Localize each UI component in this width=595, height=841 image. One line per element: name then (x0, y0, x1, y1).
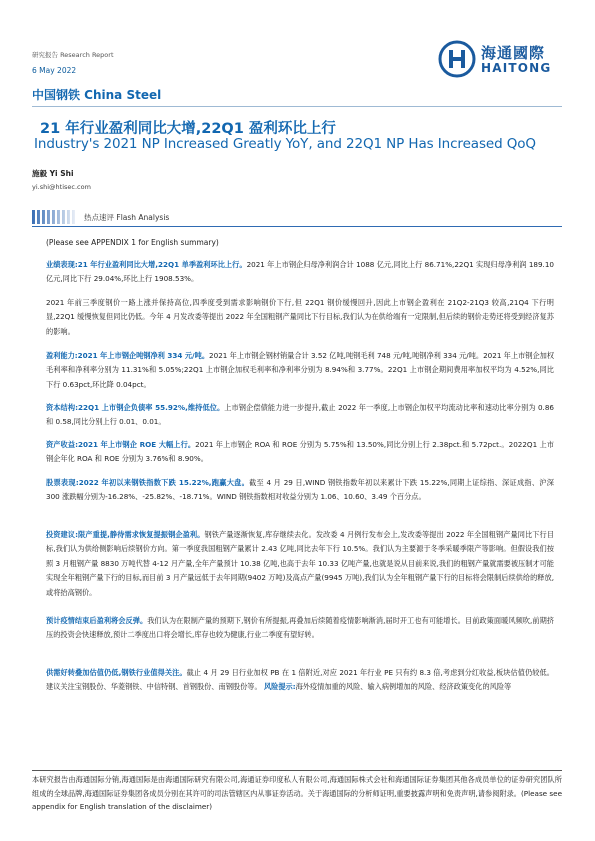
paragraph-body: 我们认为在限制产量的预期下,钢价有所提振,再叠加后续随着疫情影响渐消,届时开工也有可能增长。目前政策面暖风频吹,前期挤压的投资会快速释放,预计二季度出口将会增长,库存也较为健康,行业二季度有望好转。 (46, 616, 554, 640)
footer-divider (32, 770, 562, 771)
paragraph-heading: 投资建议:限产重提,静待需求恢复提振钢企盈利。 (46, 530, 205, 539)
paragraph-stock-performance (46, 476, 554, 505)
paragraph-valuation (46, 666, 554, 695)
report-title-cn: 21 年行业盈利同比大增,22Q1 盈利环比上行 (40, 121, 336, 137)
appendix-note: (Please see APPENDIX 1 for English summary) (46, 238, 219, 247)
paragraph-capital-structure (46, 401, 554, 430)
paragraph-body: 2021 年上市钢企钢材销量合计 3.52 亿吨,吨钢毛利 748 元/吨,吨钢净利 334 元/吨。2021 年上市钢企加权毛利率和净利率分别为 11.31%和 5.05%;22Q1 上市钢企加权毛利率和净利率分别为 8.94%和 3.77%。22Q1 上市钢企期间费用率加权平均为 4.52%,同比下行 0.63pct,环比降 0.04pct。 (46, 351, 555, 389)
flash-analysis-bar (32, 207, 562, 227)
logo-text-en: HAITONG (481, 61, 552, 75)
sector-label: 中国钢铁 China Steel (32, 88, 162, 102)
paragraph-heading: 资本结构:22Q1 上市钢企负债率 55.92%,维持低位。 (46, 403, 225, 412)
report-type-label: 研究报告 Research Report (32, 51, 114, 59)
paragraph-body: 钢铁产量逐渐恢复,库存继续去化。发改委 4 月例行发布会上,发改委等提出 2022 年全国粗钢产量同比下行目标,我们认为供给侧影响后续钢价方向。第一季度我国粗钢产量累计 2.43 亿吨,同比去年下行 10.5%。我们认为主要源于冬季采暖季限产等影响。但假设我们按照 3 月粗钢产量 8830 万吨代替 4-12 月产量,全年产量预计 10.38 亿吨,也高于去年 10.33 亿吨产量,也就是说从目前来说,我们的粗钢产量就需要被压制才可能实现全年粗钢产量下行的目标,而目前 3 月产量远低于去年同期(9402 万吨)及高点产量(9945 万吨),我们认为全年粗钢产量下行的目标将会限制后续供给的释放,或将抬高钢价。 (46, 530, 555, 597)
paragraph-body: 2021 年前三季度钢价一路上涨并保持高位,四季度受到需求影响钢价下行,但 22Q1 钢价缓慢回升,因此上市钢企盈利在 21Q2-21Q3 较高,21Q4 下行明显,22Q1 缓慢恢复但同比仍低。今年 4 月发改委等提出 2022 年全国粗钢产量同比下行目标,我们认为在供给端有一定限制,但后续的钢价走势还将受到经济复苏的影响。 (46, 298, 554, 336)
author-email[interactable]: yi.shi@htisec.com (32, 183, 91, 191)
flash-analysis-label: 热点速评 Flash Analysis (84, 213, 170, 222)
paragraph-heading: 供需好转叠加估值仍低,钢铁行业值得关注。 (46, 668, 187, 677)
paragraph-heading: 预计疫情结束后盈利将会反弹。 (46, 616, 148, 625)
paragraph-body: 上市钢企偿债能力进一步提升,截止 2022 年一季度,上市钢企加权平均流动比率和速动比率分别为 0.86 和 0.58,同比分别上行 0.01、0.01。 (46, 403, 554, 427)
logo-text-cn: 海通國際 (481, 44, 546, 62)
striped-bar-fade (32, 210, 76, 224)
paragraph-body: 截止 4 月 29 日行业加权 PB 在 1 倍附近,对应 2021 年行业 PE 只有约 8.3 倍,考虑到分红收益,板块估值仍较低。建议关注宝钢股份、华菱钢铁、中信特钢、首钢股份、南钢股份等。 (46, 668, 554, 692)
paragraph-heading: 资产收益:2021 年上市钢企 ROE 大幅上行。 (46, 440, 196, 449)
report-title-en: Industry's 2021 NP Increased Greatly YoY, and 22Q1 NP Has Increased QoQ (34, 136, 536, 152)
paragraph-rebound (46, 614, 554, 643)
paragraph-body: 2021 年上市钢企 ROA 和 ROE 分别为 5.75%和 13.50%,同比分别上行 2.38pct.和 5.72pct.。2022Q1 上市钢企年化 ROA 和 ROE 分别为 3.76%和 8.90%。 (46, 440, 554, 464)
risk-body: 海外疫情加重的风险、输入病例增加的风险、经济政策变化的风险等 (295, 682, 512, 692)
paragraph-heading: 盈利能力:2021 年上市钢企吨钢净利 334 元/吨。 (46, 351, 210, 360)
paragraph-performance (46, 258, 554, 287)
paragraph-returns (46, 438, 554, 467)
paragraph-heading: 股票表现:2022 年初以来钢铁指数下跌 15.22%,跑赢大盘。 (46, 478, 250, 487)
paragraph-profitability (46, 349, 554, 392)
haitong-logo (438, 40, 568, 78)
footer-disclaimer: 本研究报告由海通国际分销,海通国际是由海通国际研究有限公司,海通证券印度私人有限公司,海通国际株式会社和海通国际证券集团其他各成员单位的证券研究团队所组成的全球品牌,海通国际证券集团各成员分别在其许可的司法管辖区内从事证券活动。关于海通国际的分析师证明,重要披露声明和免责声明,请参阅附录。(Please see appendix for English translation of the disclaimer) (32, 775, 562, 811)
risk-heading: 风险提示: (263, 682, 296, 692)
report-date: 6 May 2022 (32, 66, 77, 75)
paragraph-body: 截至 4 月 29 日,WIND 钢铁指数年初以来累计下跌 15.22%,同期上证综指、深证成指、沪深 300 涨跌幅分别为-16.28%、-25.82%、-18.71%。WIND 钢铁指数相对收益分别为 1.06、10.60、3.49 个百分点。 (46, 478, 554, 502)
header-divider (32, 106, 562, 107)
haitong-logo-icon (438, 40, 476, 78)
paragraph-body: 2021 年上市钢企归母净利润合计 1088 亿元,同比上行 86.71%,22Q1 实现归母净利润 189.10 亿元,同比下行 29.04%,环比上行 1908.53%。 (46, 260, 554, 284)
paragraph-heading: 业绩表现:21 年行业盈利同比大增,22Q1 单季盈利环比上行。 (46, 260, 247, 269)
flash-divider (32, 226, 562, 227)
paragraph-investment-advice (46, 528, 554, 600)
author-name: 施毅 Yi Shi (32, 169, 74, 178)
paragraph-outlook (46, 296, 554, 339)
